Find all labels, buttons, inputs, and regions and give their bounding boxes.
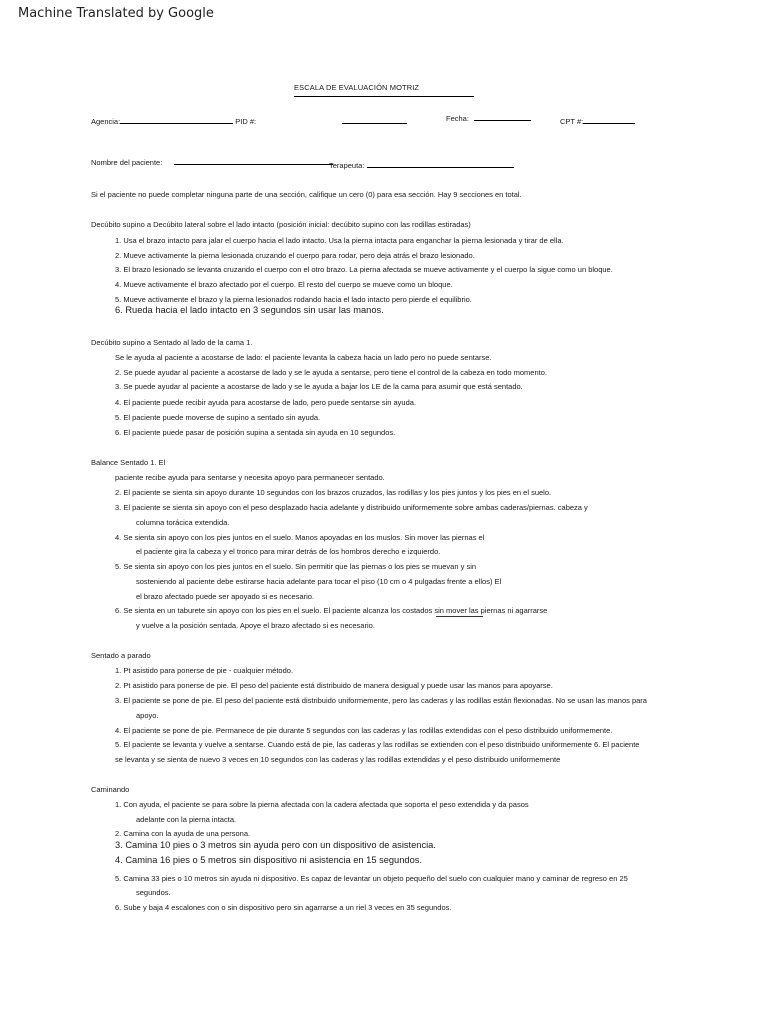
patient-name-blank [174, 164, 333, 165]
section-item: 2. Mueve activamente la pierna lesionada cruzando el cuerpo para rodar, pero deja atrás el brazo lesionado. [115, 251, 475, 260]
cpt-label: CPT #: [560, 117, 584, 126]
section-item: 6. Se sienta en un taburete sin apoyo con los pies en el suelo. El paciente alcanza los costados sin mover las piernas ni agarrarse [115, 606, 548, 615]
section-item: el brazo afectado puede ser apoyado si es necesario. [136, 592, 315, 601]
section-heading: Balance Sentado 1. El [91, 458, 166, 467]
section-item: adelante con la pierna intacta. [136, 815, 237, 824]
therapist-field [329, 161, 514, 170]
section-item: 6. El paciente puede pasar de posición supina a sentada sin ayuda en 10 segundos. [115, 428, 396, 437]
section-item: 3. Se puede ayudar al paciente a acostarse de lado y se le ayuda a bajar los LE de la cama para asumir que está sentado. [115, 382, 523, 391]
therapist-label: Terapeuta: [329, 161, 365, 170]
section-item: 4. El paciente se pone de pie. Permanece de pie durante 5 segundos con las caderas y las rodillas extendidas con el peso distribuido uniformemente. [115, 726, 613, 735]
therapist-blank [367, 167, 514, 168]
section-item: 4. Mueve activamente el brazo afectado por el cuerpo. El resto del cuerpo se mueve como un bloque. [115, 280, 453, 289]
section-item: 2. Se puede ayudar al paciente a acostarse de lado y se le ayuda a sentarse, pero tiene el control de la cabeza en todo momento. [115, 368, 547, 377]
agency-blank [120, 123, 233, 124]
section-item: 2. Pt asistido para ponerse de pie. El peso del paciente está distribuido de manera desigual y puede usar las manos para apoyarse. [115, 681, 553, 690]
section-item: Se le ayuda al paciente a acostarse de lado: el paciente levanta la cabeza hacia un lado pero no puede sentarse. [115, 353, 492, 362]
section-item: se levanta y se sienta de nuevo 3 veces en 10 segundos con las caderas y las rodillas extendidas y el peso distribuido uniformemente [115, 755, 561, 764]
section-heading: Decúbito supino a Sentado al lado de la cama 1. [91, 338, 253, 347]
section-item: y vuelve a la posición sentada. Apoye el brazo afectado si es necesario. [136, 621, 375, 630]
agency-field [91, 117, 256, 126]
section-item: 4. Camina 16 pies o 5 metros sin dispositivo ni asistencia en 15 segundos. [115, 855, 422, 865]
section-item: 1. Usa el brazo intacto para jalar el cuerpo hacia el lado intacto. Usa la pierna intacta para enganchar la pierna lesionada y tirar de ella. [115, 236, 564, 245]
section-item: paciente recibe ayuda para sentarse y necesita apoyo para permanecer sentado. [115, 473, 385, 482]
section-item: 3. El paciente se sienta sin apoyo con el peso desplazado hacia adelante y distribuido uniformemente sobre ambas caderas/piernas. cabeza y [115, 503, 588, 512]
cpt-blank [583, 123, 635, 124]
patient-name-label: Nombre del paciente: [91, 158, 163, 167]
underline-mark [436, 616, 483, 617]
section-item: 5. Camina 33 pies o 10 metros sin ayuda ni dispositivo. Es capaz de levantar un objeto pequeño del suelo con cualquier mano y caminar de regreso en 25 [115, 874, 628, 883]
section-item: apoyo. [136, 711, 159, 720]
cpt-field [560, 117, 635, 126]
section-item: 3. El brazo lesionado se levanta cruzando el cuerpo con el otro brazo. La pierna afectada se mueve activamente y el cuerpo la sigue como un bloque. [115, 265, 613, 274]
section-item: el paciente gira la cabeza y el tronco para mirar detrás de los hombros derecho e izquierdo. [136, 547, 441, 556]
section-item: 2. El paciente se sienta sin apoyo durante 10 segundos con los brazos cruzados, las rodillas y los pies juntos y los pies en el suelo. [115, 488, 552, 497]
document-title: ESCALA DE EVALUACIÓN MOTRIZ [294, 83, 474, 97]
section-item: 3. El paciente se pone de pie. El peso del paciente está distribuido uniformemente, pero las caderas y las rodillas están flexionadas. No se usan las manos para [115, 696, 647, 705]
section-heading: Decúbito supino a Decúbito lateral sobre el lado intacto (posición inicial: decúbito supino con las rodillas estiradas) [91, 220, 471, 229]
section-item: 6. Sube y baja 4 escalones con o sin dispositivo pero sin agarrarse a un riel 3 veces en 35 segundos. [115, 903, 452, 912]
date-label: Fecha: [446, 114, 469, 123]
instructions-text: Si el paciente no puede completar ninguna parte de una sección, califique un cero (0) para esa sección. Hay 9 secciones en total. [91, 190, 522, 199]
section-item: segundos. [136, 888, 171, 897]
section-item: 4. El paciente puede recibir ayuda para acostarse de lado, pero puede sentarse sin ayuda. [115, 398, 417, 407]
section-item: sosteniendo al paciente debe estirarse hacia adelante para tocar el piso (10 cm o 4 pulgadas frente a ellos) El [136, 577, 502, 586]
section-item: 5. Mueve activamente el brazo y la pierna lesionados rodando hacia el lado intacto pero pierde el equilibrio. [115, 295, 472, 304]
section-item: 1. Con ayuda, el paciente se para sobre la pierna afectada con la cadera afectada que soporta el peso extendida y da pasos [115, 800, 529, 809]
agency-label: Agencia: [91, 117, 121, 126]
date-field [446, 114, 531, 123]
section-item: 4. Se sienta sin apoyo con los pies juntos en el suelo. Manos apoyadas en los muslos. Sin mover las piernas el [115, 533, 485, 542]
section-item: 3. Camina 10 pies o 3 metros sin ayuda pero con un dispositivo de asistencia. [115, 840, 436, 850]
section-item: 6. Rueda hacia el lado intacto en 3 segundos sin usar las manos. [115, 305, 384, 315]
section-heading: Sentado a parado [91, 651, 151, 660]
date-blank [474, 120, 531, 121]
section-item: 5. Se sienta sin apoyo con los pies juntos en el suelo. Sin permitir que las piernas o los pies se muevan y sin [115, 562, 477, 571]
section-item: columna torácica extendida. [136, 518, 230, 527]
translation-banner: Machine Translated by Google [18, 6, 214, 21]
pid-blank [342, 123, 407, 124]
section-item: 5. El paciente se levanta y vuelve a sentarse. Cuando está de pie, las caderas y las rodillas se extienden con el peso distribuido uniformemente 6. El paciente [115, 740, 640, 749]
patient-name-field [91, 158, 333, 167]
section-item: 5. El paciente puede moverse de supino a sentado sin ayuda. [115, 413, 321, 422]
section-item: 1. Pt asistido para ponerse de pie - cualquier método. [115, 666, 294, 675]
section-item: 2. Camina con la ayuda de una persona. [115, 829, 251, 838]
pid-label: PID #: [235, 117, 257, 126]
section-heading: Caminando [91, 785, 130, 794]
pid-blank-wrap [342, 117, 407, 126]
